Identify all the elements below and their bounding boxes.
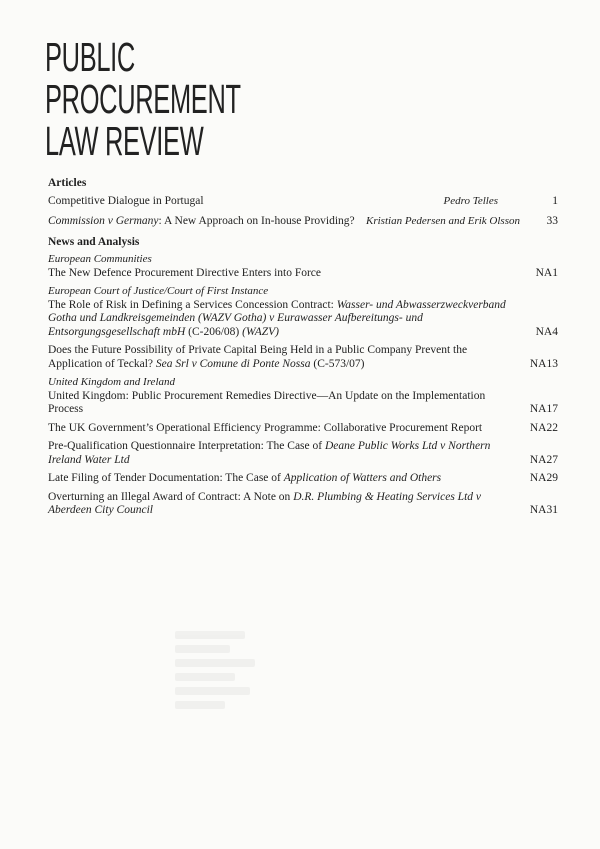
news-title-case: (WAZV): [242, 325, 279, 338]
ghost-line: [175, 631, 245, 639]
news-category: United Kingdom and Ireland: [48, 376, 175, 388]
news-entry[interactable]: [48, 376, 558, 417]
title-line-1: PUBLIC: [45, 34, 135, 80]
page-number: NA1: [535, 266, 558, 279]
ghost-line: [175, 673, 235, 681]
article-title-case: Commission v Germany: [48, 215, 159, 227]
news-title-text: Late Filing of Tender Documentation: The Case of: [48, 472, 284, 484]
news-entry[interactable]: [48, 491, 558, 518]
ghost-line: [175, 659, 255, 667]
page-number: NA31: [529, 504, 558, 516]
table-of-contents: [48, 177, 558, 523]
news-title: United Kingdom: Public Procurement Remedies Directive—An Update on the Implementation Process: [48, 389, 486, 415]
news-title-case: Wasser- und Abwasserzweckverband Gotha und Landkreisgemeinden (WAZV Gotha) v Eurawasser Aufbereitungs- und Entsorgungsgesellschaft mbH: [48, 298, 506, 338]
page-number: NA27: [529, 453, 558, 466]
news-title-text: Does the Future Possibility of Private Capital Being Held in a Public Company Prevent the Application of Teckal?: [48, 344, 468, 370]
news-entry[interactable]: [48, 253, 558, 280]
page-number: NA22: [529, 421, 558, 434]
news-title: The New Defence Procurement Directive Enters into Force: [48, 266, 322, 279]
news-title-text: Pre-Qualification Questionnaire Interpretation: The Case of: [48, 440, 325, 452]
news-category: European Communities: [48, 253, 152, 265]
news-title-text: Overturning an Illegal Award of Contract: A Note on: [48, 490, 294, 503]
news-title-case: Deane Public Works Ltd v Northern Ireland Water Ltd: [48, 440, 491, 466]
article-title: [48, 215, 366, 229]
news-title-text: (C-573/07): [310, 357, 365, 370]
news-title-case: Sea Srl v Comune di Ponte Nossa: [155, 357, 311, 370]
article-author: Kristian Pedersen and Erik Olsson: [366, 215, 520, 227]
news-entry[interactable]: [48, 422, 558, 436]
ghost-line: [175, 701, 225, 709]
article-title-rest: : A New Approach on In-house Providing?: [158, 215, 355, 227]
article-entry[interactable]: [48, 215, 558, 229]
title-line-3: LAW REVIEW: [45, 118, 204, 164]
news-title-text: The Role of Risk in Defining a Services Concession Contract:: [48, 298, 337, 311]
news-title: [48, 472, 514, 486]
article-author: Pedro Telles: [443, 194, 498, 207]
page-number: 1: [552, 194, 558, 207]
news-entry[interactable]: [48, 472, 558, 486]
ghost-line: [175, 687, 250, 695]
news-title-case: Application of Watters and Others: [283, 472, 442, 484]
news-title-text: (C-206/08): [185, 325, 243, 338]
page-number: 33: [546, 215, 558, 227]
news-title: [48, 491, 514, 518]
news-category: European Court of Justice/Court of First Instance: [48, 285, 269, 297]
articles-heading: Articles: [48, 177, 87, 189]
news-title: The UK Government’s Operational Efficiency Programme: Collaborative Procurement Report: [48, 421, 483, 434]
journal-title: [45, 36, 241, 162]
ghost-line: [175, 645, 230, 653]
news-heading: News and Analysis: [48, 235, 140, 248]
page-number: NA29: [529, 472, 558, 484]
news-title: [48, 440, 514, 467]
page-number: NA13: [529, 357, 558, 370]
page-number: NA4: [535, 325, 558, 338]
news-title: [48, 299, 514, 340]
page-number: NA17: [529, 403, 558, 415]
show-through-ghost: [175, 625, 265, 755]
news-title: [48, 344, 514, 371]
article-title: Competitive Dialogue in Portugal: [48, 194, 204, 207]
news-entry[interactable]: [48, 440, 558, 467]
title-line-2: PROCUREMENT: [45, 76, 241, 122]
news-entry[interactable]: [48, 285, 558, 339]
article-entry[interactable]: [48, 195, 558, 209]
news-title-case: D.R. Plumbing & Heating Services Ltd v Aberdeen City Council: [48, 490, 481, 516]
news-entry[interactable]: [48, 344, 558, 371]
